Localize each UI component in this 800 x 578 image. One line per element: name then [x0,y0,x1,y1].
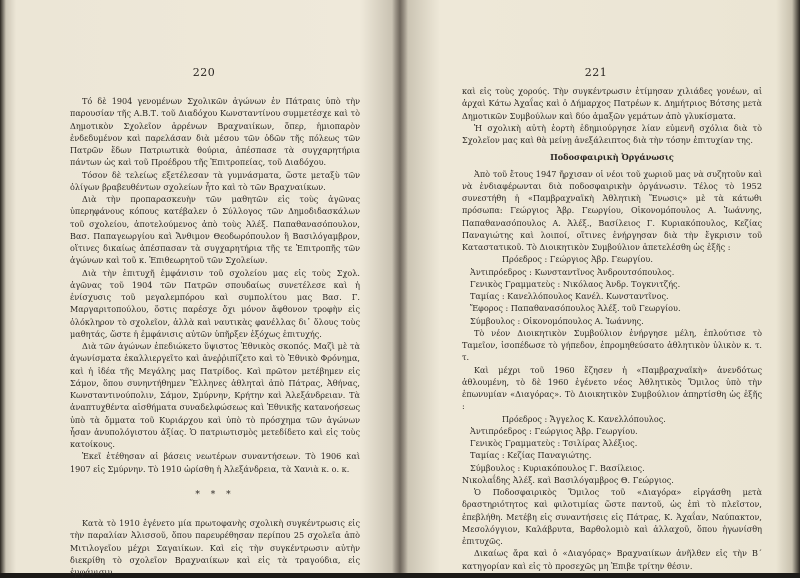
board-member: Σύμβουλος : Κυριακόπουλος Γ. Βασίλειος. [470,462,645,473]
paragraph: Ἀπὸ τοῦ ἔτους 1947 ἤρχισαν οἱ νέοι τοῦ χωριοῦ μας νὰ συζητοῦν καὶ νὰ ἐνδιαφέρωνται διὰ ποδοσφαιρικὴν ὀργάνωσιν. Τέλος τὸ 1952 συνεστήθη ἡ «Παμβραχναϊκὴ Ἀθλητικὴ Ἕνωσις» μὲ τὰ κάτωθι πρόσωπα: Γεώργιος Ἀβρ. Γεωργίου, Οἰκονομόπουλος Α. Ἰωάννης, Παπαθανασόπουλος Α. Ἀλέξ., Βασίλειος Γ. Κυριακόπουλος, Κεζίας Παναγιώτης καὶ λοιποί, οἵτινες ἐνήργησαν διὰ τὴν ἔγκρισιν τοῦ Καταστατικοῦ. Τὸ Διοικητικὸν Συμβούλιον ἀπετελέσθη ὡς ἑξῆς : [462,168,762,252]
board-member: Πρόεδρος : Ἄγγελος Κ. Κανελλόπουλος. [502,413,666,424]
paragraph: Τόσον δὲ τελείως εξετέλεσαν τὰ γυμνάσματα, ὥστε μεταξὺ τῶν ὀλίγων βραβευθέντων σχολείων ἦτο καὶ τὸ τῶν Βραχναιίκων. [70,169,360,192]
board-member: Ἀντιπρόεδρος : Κωνσταντῖνος Ἀνδρουτσόπουλος. [470,266,675,277]
board-member: Νικολαΐδης Ἀλέξ. καὶ Βασιλόγαμβρος Θ. Γεώργιος. [462,474,674,485]
board-member: Ταμίας : Κανελλόπουλος Κανέλ. Κωνσταντῖνος. [470,291,669,301]
paragraph: Ἐκεῖ ἐτέθησαν αἱ βάσεις νεωτέρων συναντήσεων. Τὸ 1906 καὶ 1907 εἰς Σμύρνην. Τὸ 1910 ὡρίσθη ἡ Ἀλεξάνδρεια, τὰ Χανιὰ κ. ο. κ. [70,451,360,474]
left-page [18,0,390,577]
board-member: Γενικὸς Γραμματεὺς : Τσιλίρας Ἀλέξιος. [470,438,638,448]
board-member: Ταμίας : Κεζίας Παναγιώτης. [470,450,592,461]
section-separator: * * * [195,489,235,500]
paragraph: καὶ εἰς τοὺς χορούς. Τὴν συγκέντρωσιν ἐτίμησαν χιλιάδες γονέων, αἱ ἀρχαὶ Κάτω Ἀχαΐας καὶ ὁ Δήμαρχος Πατρέων κ. Δημήτριος Βότσης μετὰ Δημοτικῶν Συμβούλων καὶ δύο ἁμαξῶν γεμάτων ἀπὸ γλυκίσματα. [462,86,762,121]
paragraph: Ὁ Ποδοσφαιρικὸς Ὅμιλος τοῦ «Διαγόρα» εἰργάσθη μετὰ δραστηριότητος καὶ φιλοτιμίας ὥστε παντοῦ, ὡς ἐπὶ τὸ πλεῖστον, ἐπεβλήθη. Μετέβη εἰς συναντήσεις εἰς Πάτρας, Κ. Ἀχαΐαν, Ναύπακτον, Μεσολόγγιον, Καλάβρυτα, Βαρθολομιὸ καὶ ἀλλαχοῦ, ὅπου ἠγωνίσθη ἐπιτυχῶς. [462,487,762,546]
page-number: 221 [584,66,608,79]
page-number: 220 [192,66,216,79]
paragraph: Δικαίως ἄρα καὶ ὁ «Διαγόρας» Βραχναιίκων ἀνῆλθεν εἰς τὴν Β´ κατηγορίαν καὶ εἰς τὸ προσεχῶς μη Ἐπιβε τρίτην θέσιν. [462,548,762,571]
page-body [462,85,762,572]
right-page [410,0,782,573]
board-member: Σύμβουλος : Οἰκονομόπουλος Α. Ἰωάννης. [470,315,644,326]
paragraph: Τό δὲ 1904 γενομένων Σχολικῶν ἀγώνων ἐν Πάτραις ὑπὸ τὴν παρουσίαν τῆς Α.Β.Τ. τοῦ Διαδόχου Κωνσταντίνου συμμετέσχε καὶ τὸ Δημοτικὸν Σχολεῖον ἀρρένων Βραχναιίκων, ὅπερ, ἡμιοπαρὸν ἐνδεδυμένον καὶ παρελάσαν διὰ μέσου τῶν ὁδῶν τῆς πόλεως τῶν Πατρῶν ἔδων Πατριωτικὰ θούρια, ἀπέσπασε τὰ συγχαρητήρια πάντων ὡς καὶ τοῦ Προέδρου τῆς Ἐπιτροπείας, τοῦ Διαδόχου. [70,96,360,168]
board-member: Γενικὸς Γραμματεὺς : Νικόλαος Ἀνδρ. Τογκνιτζής. [470,278,681,289]
paragraph: Κατὰ τὸ 1910 ἐγένετο μία πρωτοφανὴς σχολικὴ συγκέντρωσις εἰς τὴν παραλίαν Ἀλισσοῦ, ὅπου παρευρέθησαν περίπου 25 σχολεῖα ἀπὸ Μιτιλογεῖου μέχρι Σαγαιίκων. Καὶ εἰς τὴν συγκέντρωσιν αὐτὴν διεκρίθη τὸ σχολεῖον Βραχναιίκων καὶ εἰς τὰ τραγούδια, εἰς ἐμφάνισιν [70,518,360,577]
paragraph: Ἡ σχολικὴ αὐτὴ ἑορτὴ ἐδημιούργησε λίαν εὐμενῆ σχόλια διὰ τὸ Σχολεῖον μας καὶ θὰ μείνῃ ἀνεξάλειπτος διὰ τὴν τόσην ἐπιτυχίαν της. [462,122,762,145]
paragraph: Διὰ τῶν ἀγώνων ἐπεδιώκετο ὕψιστος Ἐθνικὸς σκοπός. Μαζὶ μὲ τὰ ἀγωνίσματα ἐκαλλιεργεῖτο καὶ ἀνεῤῥιπίζετο καὶ τὸ Ἐθνικὸ Φρόνημα, καὶ ἡ ἰδέα τῆς Μεγάλης μας Πατρίδος. Καὶ πρῶτον μετέβημεν εἰς Σάμον, ὅπου συνηντήθημεν Ἕλληνες ἀθληταὶ ἀπὸ Πάτρας, Ἀθήνας, Κωνσταντινούπολιν, Σάμον, Σμύρνην, Κρήτην καὶ Ἀλεξάνδρειαν. Τὰ ἀναπτυχθέντα αἰσθήματα συναδελφώσεως καὶ Ἐθνικῆς κατανοήσεως ὑπὸ τὰ ὄμματα τοῦ Κυριάρχου καὶ ὑπὸ τὸ πρόσχημα τῶν ἀγώνων ἦσαν ἀνυπολόγιστου ἀξίας. Ὁ πατριωτισμὸς μετεδίδετο καὶ εἰς τοὺς κατοίκους. [70,341,360,449]
book-gutter [392,0,408,573]
paragraph: Τὸ νέον Διοικητικὸν Συμβούλιον ἐνήργησε μέλη, ἐπλούτισε τὸ Ταμεῖον, ἰσοπέδωσε τὸ γήπεδον, ἐπρομηθεύσατο ἀθλητικὸν ὑλικὸν κ. τ. τ. [462,327,762,363]
board-member: Πρόεδρος : Γεώργιος Ἀβρ. Γεωργίου. [502,254,653,265]
paragraph: Διὰ τὴν ἐπιτυχῆ ἐμφάνισιν τοῦ σχολείου μας εἰς τοὺς Σχολ. ἀγῶνας τοῦ 1904 τῶν Πατρῶν σπουδαίως συνετέλεσε καὶ ἡ ἐνίσχυσις τοῦ μεγαλεμπόρου καὶ συμπολίτου μας Βασ. Γ. Μαργαριτοπούλου, ὅστις παρέσχε ὄχι μόνον ἄφθονον τροφὴν εἰς ὁλόκληρον τὸ σχολεῖον, ἀλλὰ καὶ ναυτικὰς φανέλλας δι᾽ ὅλους τοὺς μαθητάς, ὥστε ἡ ἐμφάνισις αὐτῶν ὑπῆρξεν ἐξόχως ἐπιτυχής. [70,267,360,339]
page-body [70,95,360,578]
section-heading: Ποδοσφαιρικὴ Ὀργάνωσις [550,152,674,163]
paragraph: Καὶ μέχρι τοῦ 1960 ἔζησεν ἡ «Παμβραχναϊκὴ» ἀνενδότως ἀθλουμένη, τὸ δὲ 1960 ἐγένετο νέος Ἀθλητικὸς Ὅμιλος ὑπὸ τὴν ἐπωνυμίαν «Διαγόρας». Τὸ Διοικητικὸν Συμβούλιον ἀπηρτίσθη ὡς ἑξῆς : [462,364,762,412]
board-member: Ἔφορος : Παπαθανασόπουλος Ἀλέξ. τοῦ Γεωργίου. [470,303,681,314]
paragraph: Διὰ τὴν προπαρασκευὴν τῶν μαθητῶν εἰς τοὺς ἀγῶνας ὑπερηφάνους κόπους κατέβαλεν ὁ Σύλλογος τῶν Δημοδιδασκάλων τοῦ σχολείου, ἀποτελούμενος ἀπὸ τοὺς Ἀλέξ. Παπαθανασόπουλον, Βασ. Παπαγεωργίου καὶ Ἄνθιμον Θεοδωρόπουλον ἢ Βασιλόγαμβρον, οἵτινες δικαίως ἀπέσπασαν τὰ συγχαρητήρια τῆς τε Ἐπιτροπῆς τῶν ἀγώνων καὶ τοῦ κ. Ἐπιθεωρητοῦ τῶν Σχολείων. [70,194,360,266]
board-member: Ἀντιπρόεδρος : Γεώργιος Ἀβρ. Γεωργίου. [470,425,638,436]
